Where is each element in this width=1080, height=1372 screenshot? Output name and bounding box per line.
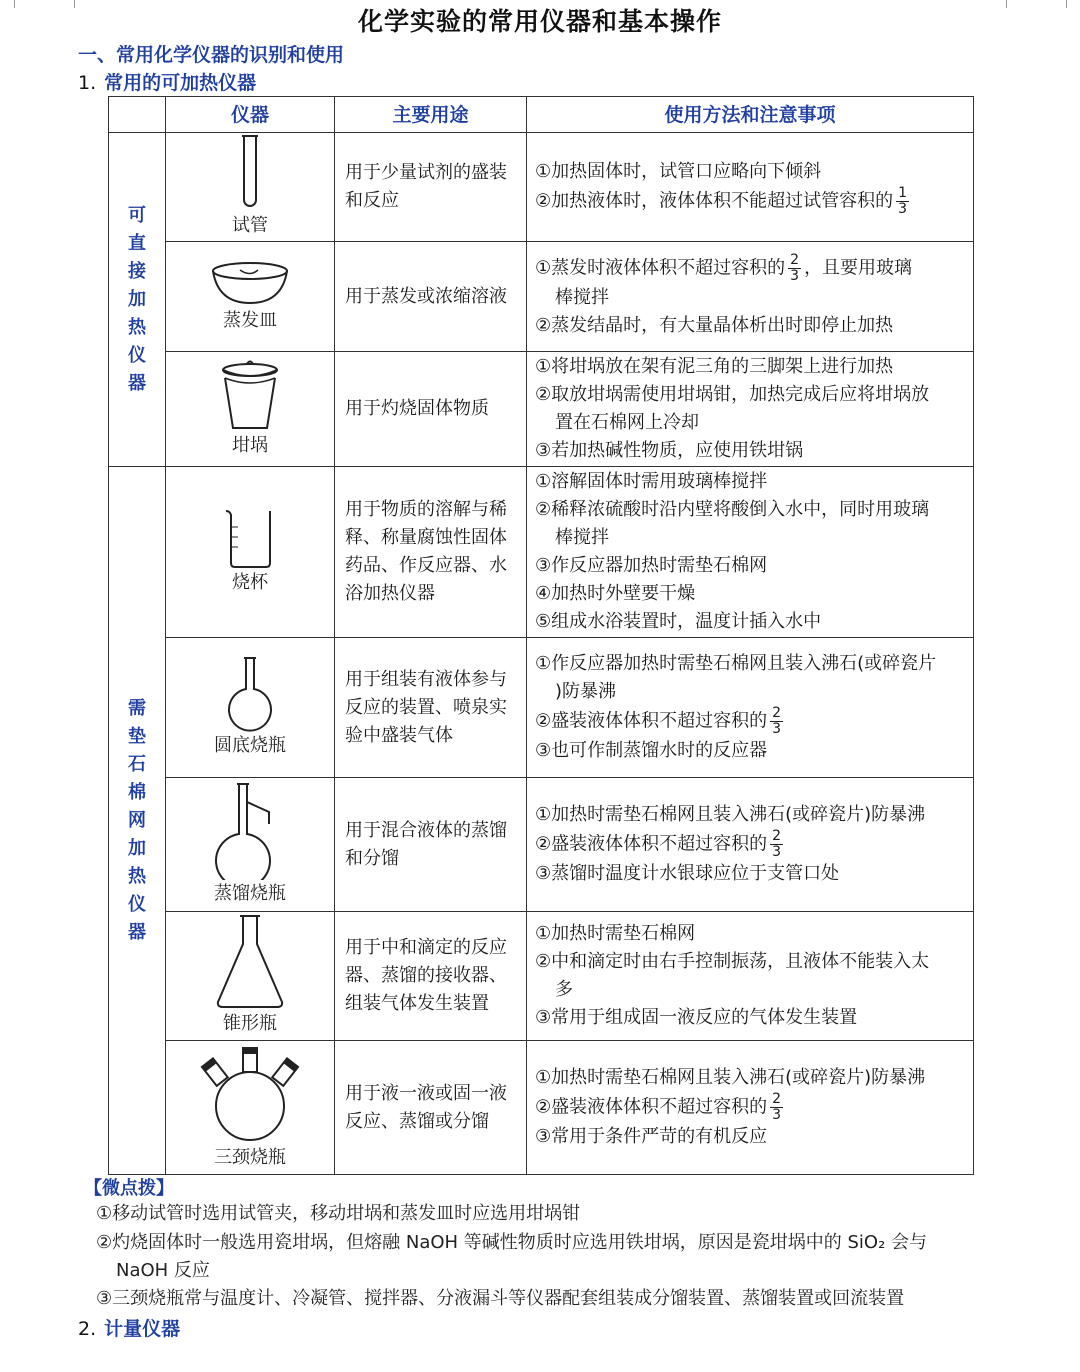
category-direct-heat: 可直接加热仪器: [109, 133, 166, 467]
use-cell: 用于少量试剂的盛装和反应: [335, 133, 527, 242]
note-line: ①加热时需垫石棉网: [535, 923, 696, 944]
use-cell: 用于组装有液体参与反应的装置、喷泉实验中盛装气体: [335, 638, 527, 778]
note-line: ②中和滴定时由右手控制振荡，且液体不能装入太: [535, 951, 930, 972]
instrument-name: 烧杯: [232, 572, 268, 593]
note-line: 棒搅拌: [555, 287, 609, 308]
note-line: ③若加热碱性物质，应使用铁坩锅: [535, 440, 804, 461]
table-row: [109, 778, 974, 912]
note-line: ①将坩埚放在架有泥三角的三脚架上进行加热: [535, 356, 894, 377]
header-instrument: 仪器: [166, 97, 335, 133]
table-row: [109, 242, 974, 352]
note-line: ②稀释浓硫酸时沿内壁将酸倒入水中，同时用玻璃: [535, 499, 930, 520]
fraction: $\frac{2}{3}$: [772, 1091, 782, 1123]
note-line: ③蒸馏时温度计水银球应位于支管口处: [535, 863, 840, 884]
use-cell: 用于中和滴定的反应器、蒸馏的接收器、组装气体发生装置: [335, 912, 527, 1041]
table-row: [109, 467, 974, 638]
use-cell: 用于蒸发或浓缩溶液: [335, 242, 527, 352]
tip-item: ③三颈烧瓶常与温度计、冷凝管、搅拌器、分液漏斗等仪器配套组装成分馏装置、蒸馏装置或回流装置: [96, 1288, 905, 1309]
beaker-icon: [224, 507, 276, 569]
page-title: 化学实验的常用仪器和基本操作: [357, 7, 722, 36]
note-line: ②蒸发结晶时，有大量晶体析出时即停止加热: [535, 315, 894, 336]
instrument-name: 三颈烧瓶: [214, 1146, 286, 1168]
table-row: [109, 133, 974, 242]
fraction: $\frac{2}{3}$: [772, 705, 782, 737]
note-line: ②盛装液体体积不超过容积的 $\frac{2}{3}$: [535, 828, 782, 860]
header-use: 主要用途: [335, 97, 527, 133]
note-line: ④加热时外壁要干燥: [535, 583, 696, 604]
table-row: [109, 912, 974, 1041]
conical-flask-icon: [213, 914, 287, 1010]
table-header-row: [109, 97, 974, 133]
instrument-name: 试管: [232, 215, 268, 236]
use-cell: 用于物质的溶解与稀释、称量腐蚀性固体药品、作反应器、水浴加热仪器: [335, 467, 527, 638]
tip-item: NaOH 反应: [116, 1260, 210, 1281]
use-cell: 用于灼烧固体物质: [335, 352, 527, 467]
instrument-cell: [166, 467, 335, 638]
note-line: 棒搅拌: [555, 527, 609, 548]
tip-item: ①移动试管时选用试管夹，移动坩埚和蒸发皿时应选用坩埚钳: [96, 1203, 581, 1224]
header-blank: [109, 97, 166, 133]
subsection-number: 2.: [78, 1318, 97, 1340]
category-asbestos-gauze-heat: 需垫石棉网加热仪器: [109, 467, 166, 1175]
note-line: ⑤组成水浴装置时，温度计插入水中: [535, 611, 822, 632]
instrument-name: 蒸馏烧瓶: [214, 882, 286, 904]
notes-cell: [527, 912, 974, 1041]
notes-cell: [527, 242, 974, 352]
tips-heading: 【微点拨】: [84, 1178, 174, 1199]
notes-cell: [527, 778, 974, 912]
three-neck-flask-icon: [195, 1044, 305, 1144]
evaporating-dish-icon: [210, 259, 290, 307]
fraction: $\frac{1}{3}$: [898, 184, 908, 217]
note-line: ①加热固体时，试管口应略向下倾斜: [535, 160, 822, 182]
tip-item: ②灼烧固体时一般选用瓷坩埚，但熔融 NaOH 等碱性物质时应选用铁坩埚，原因是瓷坩埚中的 SiO₂ 会与: [96, 1232, 928, 1253]
note-line: ②盛装液体体积不超过容积的 $\frac{2}{3}$: [535, 1091, 782, 1123]
note-line: ②盛装液体体积不超过容积的 $\frac{2}{3}$: [535, 705, 782, 737]
distilling-flask-icon: [215, 782, 285, 880]
subsection-heading: [78, 68, 256, 95]
subsection-text: 计量仪器: [104, 1318, 181, 1340]
instrument-cell: [166, 242, 335, 352]
note-line: ③也可作制蒸馏水时的反应器: [535, 740, 768, 761]
round-bottom-flask-icon: [225, 656, 275, 732]
instrument-cell: [166, 912, 335, 1041]
note-line: ③作反应器加热时需垫石棉网: [535, 555, 768, 576]
table-row: [109, 1041, 974, 1175]
notes-cell: [527, 133, 974, 242]
notes-cell: [527, 1041, 974, 1175]
instrument-name: 锥形瓶: [223, 1013, 277, 1034]
header-notes: 使用方法和注意事项: [527, 97, 974, 133]
test-tube-icon: [230, 134, 270, 212]
note-line: ①加热时需垫石棉网且装入沸石(或碎瓷片)防暴沸: [535, 1067, 926, 1088]
fraction: $\frac{2}{3}$: [772, 828, 782, 860]
section-heading: 一、常用化学仪器的识别和使用: [78, 44, 345, 66]
subsection-number: 1.: [78, 72, 97, 94]
instrument-cell: [166, 352, 335, 467]
use-cell: 用于混合液体的蒸馏和分馏: [335, 778, 527, 912]
notes-cell: [527, 467, 974, 638]
note-line: ①溶解固体时需用玻璃棒搅拌: [535, 471, 768, 492]
note-line: ①蒸发时液体体积不超过容积的 $\frac{2}{3}$ ，且要用玻璃: [535, 252, 913, 284]
note-line: 置在石棉网上冷却: [555, 412, 699, 433]
instrument-table: [108, 96, 974, 1175]
subsection-text: 常用的可加热仪器: [104, 72, 257, 94]
note-line: ①作反应器加热时需垫石棉网且装入沸石(或碎瓷片: [535, 653, 937, 674]
table-row: [109, 638, 974, 778]
instrument-cell: [166, 1041, 335, 1175]
instrument-cell: [166, 778, 335, 912]
note-line: 多: [555, 979, 573, 1000]
instrument-name: 蒸发皿: [223, 309, 277, 331]
use-cell: 用于液一液或固一液反应、蒸馏或分馏: [335, 1041, 527, 1175]
note-line: ③常用于组成固一液反应的气体发生装置: [535, 1007, 858, 1028]
table-row: [109, 352, 974, 467]
note-line: ②取放坩埚需使用坩埚钳，加热完成后应将坩埚放: [535, 384, 930, 405]
notes-cell: [527, 352, 974, 467]
note-line: ③常用于条件严苛的有机反应: [535, 1126, 768, 1147]
notes-cell: [527, 638, 974, 778]
instrument-name: 坩埚: [232, 435, 268, 456]
crucible-icon: [218, 358, 282, 432]
instrument-cell: [166, 638, 335, 778]
note-line: ①加热时需垫石棉网且装入沸石(或碎瓷片)防暴沸: [535, 804, 926, 825]
fraction: $\frac{2}{3}$: [790, 252, 800, 284]
instrument-cell: [166, 133, 335, 242]
instrument-name: 圆底烧瓶: [214, 734, 286, 756]
note-line: )防暴沸: [555, 681, 617, 702]
subsection-heading: [78, 1314, 180, 1341]
note-line: ②加热液体时，液体体积不能超过试管容积的 $\frac{1}{3}$: [535, 184, 908, 217]
